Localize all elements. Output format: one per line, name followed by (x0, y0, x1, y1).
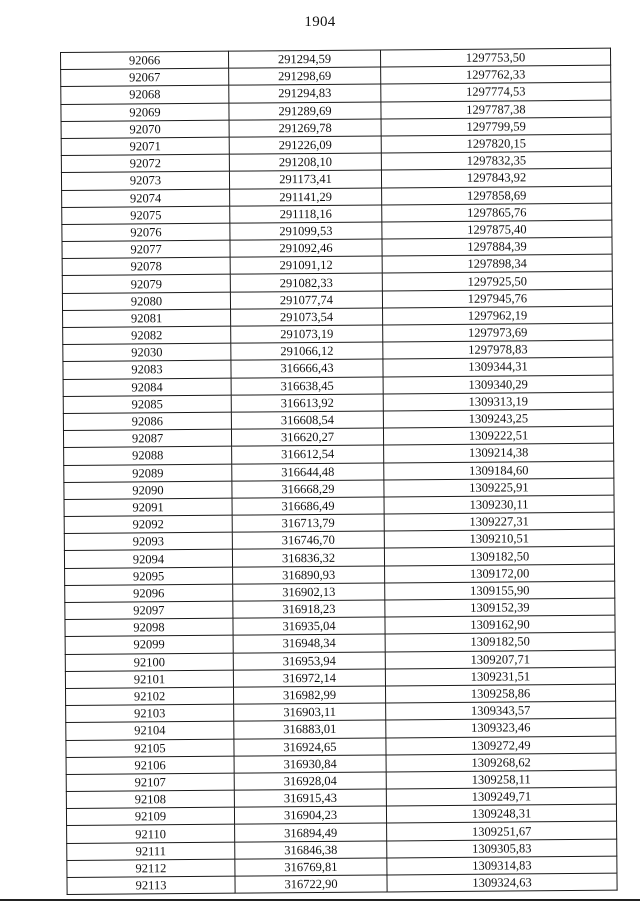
y-coordinate-cell: 1297898,34 (382, 254, 612, 273)
point-number-cell: 92098 (65, 618, 233, 637)
y-coordinate-cell: 1309249,71 (386, 787, 616, 806)
y-coordinate-cell: 1309258,86 (385, 684, 615, 703)
y-coordinate-cell: 1309184,60 (384, 461, 614, 480)
y-coordinate-cell: 1297762,33 (381, 65, 611, 84)
x-coordinate-cell: 316644,48 (232, 462, 384, 480)
x-coordinate-cell: 316953,94 (233, 652, 385, 670)
x-coordinate-cell: 291082,33 (230, 273, 382, 291)
point-number-cell: 92099 (65, 636, 233, 655)
y-coordinate-cell: 1309210,51 (384, 529, 614, 548)
y-coordinate-cell: 1297843,92 (381, 168, 611, 187)
coordinates-table-wrapper (60, 48, 617, 895)
y-coordinate-cell: 1309343,57 (386, 701, 616, 720)
x-coordinate-cell: 316612,54 (232, 445, 384, 463)
point-number-cell: 92072 (61, 154, 229, 173)
x-coordinate-cell: 291099,53 (230, 222, 382, 240)
y-coordinate-cell: 1309207,71 (385, 650, 615, 669)
point-number-cell: 92091 (64, 498, 232, 517)
x-coordinate-cell: 291173,41 (229, 170, 381, 188)
y-coordinate-cell: 1309313,19 (383, 392, 613, 411)
point-number-cell: 92110 (67, 825, 235, 844)
point-number-cell: 92113 (67, 876, 235, 895)
x-coordinate-cell: 291298,69 (229, 67, 381, 85)
x-coordinate-cell: 316620,27 (231, 428, 383, 446)
point-number-cell: 92075 (62, 206, 230, 225)
point-number-cell: 92030 (63, 343, 231, 362)
point-number-cell: 92109 (66, 807, 234, 826)
x-coordinate-cell: 291208,10 (229, 153, 381, 171)
point-number-cell: 92092 (64, 515, 232, 534)
point-number-cell: 92077 (62, 240, 230, 259)
point-number-cell: 92101 (65, 670, 233, 689)
y-coordinate-cell: 1309225,91 (384, 478, 614, 497)
x-coordinate-cell: 316918,23 (233, 600, 385, 618)
y-coordinate-cell: 1297832,35 (381, 151, 611, 170)
x-coordinate-cell: 316904,23 (234, 806, 386, 824)
y-coordinate-cell: 1309258,11 (386, 770, 616, 789)
point-number-cell: 92089 (64, 464, 232, 483)
point-number-cell: 92104 (66, 721, 234, 740)
point-number-cell: 92066 (61, 51, 229, 70)
point-number-cell: 92094 (64, 550, 232, 569)
point-number-cell: 92103 (66, 704, 234, 723)
x-coordinate-cell: 316668,29 (232, 480, 384, 498)
point-number-cell: 92088 (64, 446, 232, 465)
table-body (61, 48, 618, 894)
point-number-cell: 92097 (65, 601, 233, 620)
y-coordinate-cell: 1309243,25 (383, 409, 613, 428)
bottom-border (0, 899, 640, 901)
x-coordinate-cell: 291066,12 (231, 342, 383, 360)
y-coordinate-cell: 1309314,83 (387, 856, 617, 875)
point-number-cell: 92083 (63, 361, 231, 380)
x-coordinate-cell: 316972,14 (233, 669, 385, 687)
x-coordinate-cell: 316982,99 (233, 686, 385, 704)
y-coordinate-cell: 1297865,76 (382, 203, 612, 222)
x-coordinate-cell: 316638,45 (231, 377, 383, 395)
y-coordinate-cell: 1297978,83 (383, 340, 613, 359)
point-number-cell: 92105 (66, 739, 234, 758)
point-number-cell: 92080 (62, 292, 230, 311)
x-coordinate-cell: 291077,74 (230, 291, 382, 309)
x-coordinate-cell: 291294,59 (228, 50, 380, 68)
y-coordinate-cell: 1309340,29 (383, 375, 613, 394)
y-coordinate-cell: 1309344,31 (383, 358, 613, 377)
x-coordinate-cell: 291118,16 (230, 205, 382, 223)
point-number-cell: 92111 (67, 842, 235, 861)
y-coordinate-cell: 1297787,38 (381, 100, 611, 119)
point-number-cell: 92073 (61, 171, 229, 190)
y-coordinate-cell: 1309182,50 (385, 633, 615, 652)
x-coordinate-cell: 316928,04 (234, 772, 386, 790)
x-coordinate-cell: 316836,32 (232, 548, 384, 566)
point-number-cell: 92076 (62, 223, 230, 242)
point-number-cell: 92081 (63, 309, 231, 328)
point-number-cell: 92085 (63, 395, 231, 414)
x-coordinate-cell: 316686,49 (232, 497, 384, 515)
x-coordinate-cell: 291092,46 (230, 239, 382, 257)
x-coordinate-cell: 316608,54 (231, 411, 383, 429)
x-coordinate-cell: 316746,70 (232, 531, 384, 549)
point-number-cell: 92082 (63, 326, 231, 345)
point-number-cell: 92095 (65, 567, 233, 586)
x-coordinate-cell: 291091,12 (230, 256, 382, 274)
x-coordinate-cell: 316713,79 (232, 514, 384, 532)
point-number-cell: 92086 (63, 412, 231, 431)
point-number-cell: 92108 (66, 790, 234, 809)
y-coordinate-cell: 1309251,67 (387, 822, 617, 841)
y-coordinate-cell: 1309272,49 (386, 736, 616, 755)
y-coordinate-cell: 1309231,51 (385, 667, 615, 686)
table-row (67, 873, 617, 895)
y-coordinate-cell: 1297945,76 (382, 289, 612, 308)
x-coordinate-cell: 291269,78 (229, 119, 381, 137)
y-coordinate-cell: 1309248,31 (386, 804, 616, 823)
point-number-cell: 92087 (63, 429, 231, 448)
y-coordinate-cell: 1309152,39 (385, 598, 615, 617)
x-coordinate-cell: 316935,04 (233, 617, 385, 635)
y-coordinate-cell: 1297973,69 (383, 323, 613, 342)
point-number-cell: 92068 (61, 86, 229, 105)
point-number-cell: 92071 (61, 137, 229, 156)
y-coordinate-cell: 1309172,00 (385, 564, 615, 583)
x-coordinate-cell: 316613,92 (231, 394, 383, 412)
y-coordinate-cell: 1297875,40 (382, 220, 612, 239)
point-number-cell: 92070 (61, 120, 229, 139)
x-coordinate-cell: 316948,34 (233, 634, 385, 652)
point-number-cell: 92096 (65, 584, 233, 603)
y-coordinate-cell: 1309214,38 (384, 443, 614, 462)
y-coordinate-cell: 1297962,19 (383, 306, 613, 325)
point-number-cell: 92093 (64, 532, 232, 551)
y-coordinate-cell: 1309305,83 (387, 839, 617, 858)
x-coordinate-cell: 291073,54 (231, 308, 383, 326)
x-coordinate-cell: 316846,38 (235, 841, 387, 859)
point-number-cell: 92107 (66, 773, 234, 792)
y-coordinate-cell: 1309268,62 (386, 753, 616, 772)
x-coordinate-cell: 316915,43 (234, 789, 386, 807)
x-coordinate-cell: 316722,90 (235, 875, 387, 893)
point-number-cell: 92106 (66, 756, 234, 775)
point-number-cell: 92079 (62, 275, 230, 294)
x-coordinate-cell: 316883,01 (234, 720, 386, 738)
point-number-cell: 92067 (61, 68, 229, 87)
y-coordinate-cell: 1309222,51 (383, 426, 613, 445)
y-coordinate-cell: 1297753,50 (380, 48, 610, 67)
x-coordinate-cell: 316666,43 (231, 359, 383, 377)
y-coordinate-cell: 1297858,69 (382, 186, 612, 205)
point-number-cell: 92090 (64, 481, 232, 500)
y-coordinate-cell: 1297799,59 (381, 117, 611, 136)
x-coordinate-cell: 291289,69 (229, 102, 381, 120)
x-coordinate-cell: 291141,29 (230, 187, 382, 205)
x-coordinate-cell: 316924,65 (234, 737, 386, 755)
point-number-cell: 92078 (62, 257, 230, 276)
x-coordinate-cell: 316903,11 (234, 703, 386, 721)
point-number-cell: 92074 (62, 189, 230, 208)
point-number-cell: 92084 (63, 378, 231, 397)
x-coordinate-cell: 316890,93 (233, 566, 385, 584)
y-coordinate-cell: 1309182,50 (384, 547, 614, 566)
x-coordinate-cell: 316902,13 (233, 583, 385, 601)
y-coordinate-cell: 1297774,53 (381, 83, 611, 102)
x-coordinate-cell: 291073,19 (231, 325, 383, 343)
y-coordinate-cell: 1309227,31 (384, 512, 614, 531)
coordinates-table (60, 48, 618, 895)
y-coordinate-cell: 1309230,11 (384, 495, 614, 514)
x-coordinate-cell: 291294,83 (229, 84, 381, 102)
y-coordinate-cell: 1309323,46 (386, 718, 616, 737)
x-coordinate-cell: 316769,81 (235, 858, 387, 876)
x-coordinate-cell: 291226,09 (229, 136, 381, 154)
y-coordinate-cell: 1297820,15 (381, 134, 611, 153)
point-number-cell: 92069 (61, 103, 229, 122)
y-coordinate-cell: 1297884,39 (382, 237, 612, 256)
y-coordinate-cell: 1309162,90 (385, 615, 615, 634)
point-number-cell: 92102 (65, 687, 233, 706)
y-coordinate-cell: 1309155,90 (385, 581, 615, 600)
point-number-cell: 92112 (67, 859, 235, 878)
page-number: 1904 (304, 14, 336, 30)
x-coordinate-cell: 316930,84 (234, 755, 386, 773)
y-coordinate-cell: 1309324,63 (387, 873, 617, 892)
point-number-cell: 92100 (65, 653, 233, 672)
y-coordinate-cell: 1297925,50 (382, 272, 612, 291)
x-coordinate-cell: 316894,49 (235, 823, 387, 841)
